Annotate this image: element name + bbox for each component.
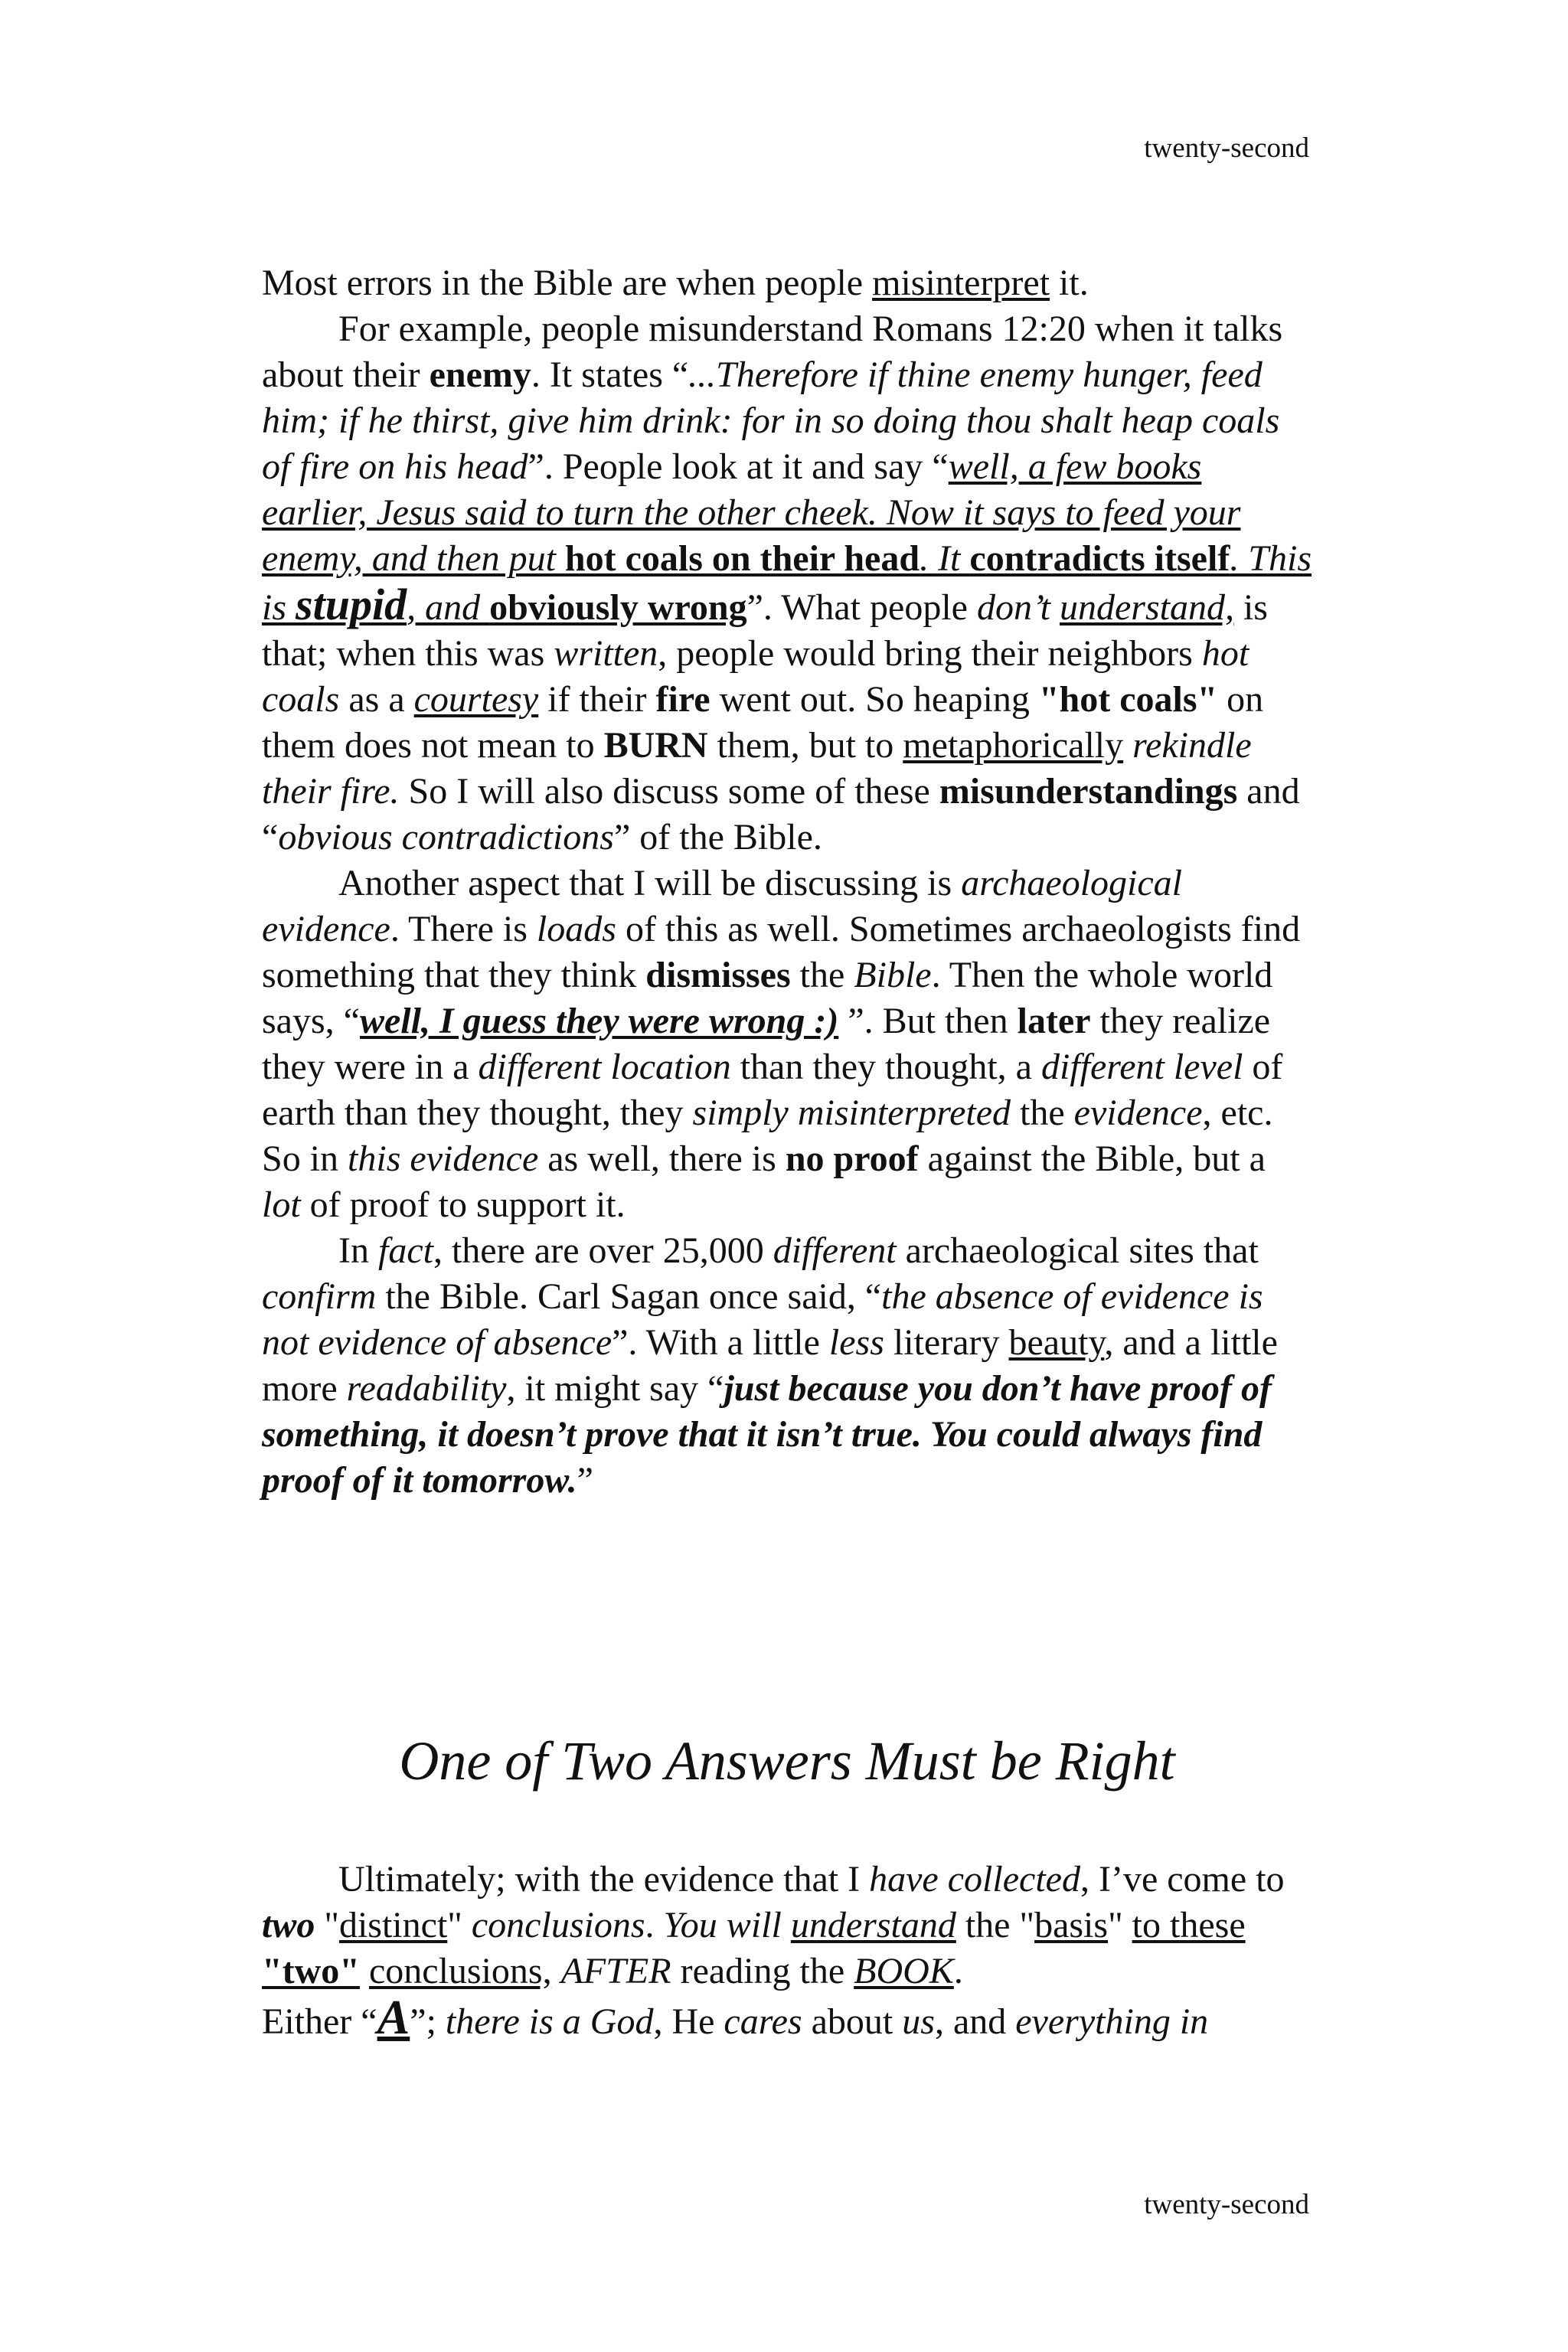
italic-text: less [828,1322,884,1363]
underlined-text: BOOK [854,1951,954,1991]
text-run: of earth than they thought, they [262,1047,1283,1133]
bold-text: dismisses [645,955,791,995]
text-run [1123,725,1132,766]
italic-text: this evidence [348,1138,539,1179]
text-run: Ultimately; with the evidence that I [338,1859,870,1900]
italic-text: written [554,633,658,674]
text-run: In [338,1230,378,1271]
bold-text: misunderstandings [939,771,1238,812]
italic-text: us [902,2001,935,2042]
text-run: as well, there is [538,1138,786,1179]
main-text [262,260,1312,1504]
text-run: ”. With a little [612,1322,829,1363]
bold-italic-text: just because you don’t have proof of something, it doesn’t prove that it isn’t true. You could always find proof of it tomorrow. [262,1368,1272,1501]
italic-text: the absence of evidence is not evidence of absence [262,1276,1263,1363]
text-run: " [315,1905,339,1945]
text-run: archaeological sites that [896,1230,1259,1271]
underlined-text: to these [1132,1905,1246,1945]
bold-text: BURN [603,725,708,766]
text-run: than they thought, a [730,1047,1041,1087]
paragraph-3 [262,861,1312,1228]
text-run: Another aspect that I will be discussing is [338,863,962,903]
text-run: . Then the whole world says, “ [262,955,1273,1041]
text-run: if their [538,679,656,720]
italic-text: You will [663,1905,791,1945]
text-run: . There is [390,909,537,949]
italic-text: conclusions [471,1905,645,1945]
italic-text: everything in [1015,2001,1209,2042]
text-run: . It states “ [531,354,689,395]
underlined-text: conclusions, [368,1951,552,1991]
text-run: For example, people misunderstand Romans 12:20 when it talks about their [262,309,1283,395]
underlined-quote [360,1001,838,1041]
text-run: , it might say “ [506,1368,724,1409]
italic-text: hot coals [262,633,1250,720]
bold-text: no proof [785,1138,919,1179]
bold-text: "hot coals" [1038,679,1218,720]
italic-text: rekindle their fire. [262,725,1252,812]
paragraph-1 [262,260,1312,306]
text-run: Most errors in the Bible are when people [262,263,873,303]
text-run: . [953,1951,963,1991]
text-run: , and [934,2001,1016,2042]
text-run: Either “ [262,2001,377,2042]
section-heading: One of Two Answers Must be Right [399,1730,1175,1792]
emphasis-large: stupid [296,580,407,629]
text-run: literary [884,1322,1009,1363]
bold-text: obviously wrong [489,587,747,628]
bold-text: fire [655,679,710,720]
underlined-text: understand [790,1905,956,1945]
text-run: ” [577,1460,593,1501]
text-run: about [802,2001,903,2042]
paragraph-2 [262,306,1312,861]
bold-text: contradicts itself [969,538,1230,579]
italic-text: confirm [262,1276,377,1317]
text-run: the [1011,1093,1074,1133]
text-run: went out. So heaping [710,679,1039,720]
underlined-text: misinterpret [872,263,1050,303]
italic-text: simply misinterpreted [692,1093,1011,1133]
paragraph-5 [262,1857,1312,2045]
bible-quote: ...Therefore if thine enemy hunger, feed him; if he thirst, give him drink: for in so doing thou shalt heap coals of fire on his head [262,354,1280,487]
text-run: " [447,1905,472,1945]
text-run: , etc. So in [262,1093,1273,1179]
text-run: is that; when this was [262,587,1268,674]
underlined-bold-text: "two" [262,1951,360,1991]
text-run: they realize they were in a [262,1001,1271,1087]
bold-text: later [1017,1001,1091,1041]
text-run: , and a little more [262,1322,1278,1409]
underlined-text: courtesy [413,679,539,720]
text-run: of this as well. Sometimes archaeologists find something that they think [262,909,1301,995]
text-run: the [790,955,854,995]
text-run: reading the [671,1951,854,1991]
italic-text: don’t [976,587,1060,628]
text-run: ”. People look at it and say “ [528,446,949,487]
italic-text: loads [536,909,616,949]
text-run: as a [339,679,414,720]
text-run: So I will also discuss some of these [399,771,939,812]
italic-text: different [773,1230,897,1271]
emphasis-letter: A [377,1990,410,2044]
text-run: , I’ve come to [1080,1859,1285,1900]
italic-text: . This is [262,538,1312,628]
text-run: it. [1050,263,1089,303]
italic-text: evidence [1073,1093,1203,1133]
bold-text: enemy [429,354,531,395]
text-run: ”. What people [746,587,977,628]
text-run: , people would bring their neighbors [658,633,1202,674]
italic-text: have collected [869,1859,1080,1900]
text-run: and “ [262,771,1300,858]
italic-text: well, a few books earlier, Jesus said to turn the other cheek. Now it says to feed your enemy, and then put [262,446,1241,579]
text-run: ”. But then [838,1001,1018,1041]
text-run: ”; [410,2001,446,2042]
text-run: , there are over 25,000 [433,1230,773,1271]
underlined-text: basis [1034,1905,1109,1945]
underlined-text: distinct [338,1905,448,1945]
italic-text: obvious contradictions [278,817,614,858]
italic-text: Bible [854,955,932,995]
text-run: of proof to support it. [300,1184,626,1225]
bold-italic-text: well, I guess they were wrong :) [359,1001,839,1041]
text-run: the Bible. Carl Sagan once said, “ [376,1276,882,1317]
text-run: , He [653,2001,724,2042]
italic-text: there is a God [445,2001,654,2042]
underlined-text: beauty [1008,1322,1105,1363]
italic-text: different level [1040,1047,1243,1087]
text-run [360,1951,369,1991]
main-text-continued [262,1857,1312,2045]
paragraph-4 [262,1228,1312,1504]
text-run: them, but to [707,725,903,766]
text-run: ” of the Bible. [613,817,822,858]
bold-text: hot coals on their head [564,538,920,579]
text-run: the " [956,1905,1035,1945]
italic-text: lot [262,1184,301,1225]
italic-text: archaeological evidence [262,863,1183,949]
running-head-top: twenty-second [1144,132,1309,164]
italic-text: , and [407,587,490,628]
text-run: " [1108,1905,1132,1945]
text-run: against the Bible, but a [918,1138,1266,1179]
italic-text: . It [920,538,970,579]
italic-text: cares [724,2001,802,2042]
text-run: . [645,1905,664,1945]
running-head-bottom: twenty-second [1144,2189,1309,2220]
italic-text: readability [346,1368,507,1409]
bold-italic-text: two [262,1905,315,1945]
italic-text: different location [478,1047,731,1087]
italic-text: fact [377,1230,433,1271]
underlined-text: understand, [1059,587,1234,628]
italic-text: AFTER [560,1951,671,1991]
text-run [552,1951,561,1991]
text-run: on them does not mean to [262,679,1264,766]
underlined-text: metaphorically [903,725,1124,766]
